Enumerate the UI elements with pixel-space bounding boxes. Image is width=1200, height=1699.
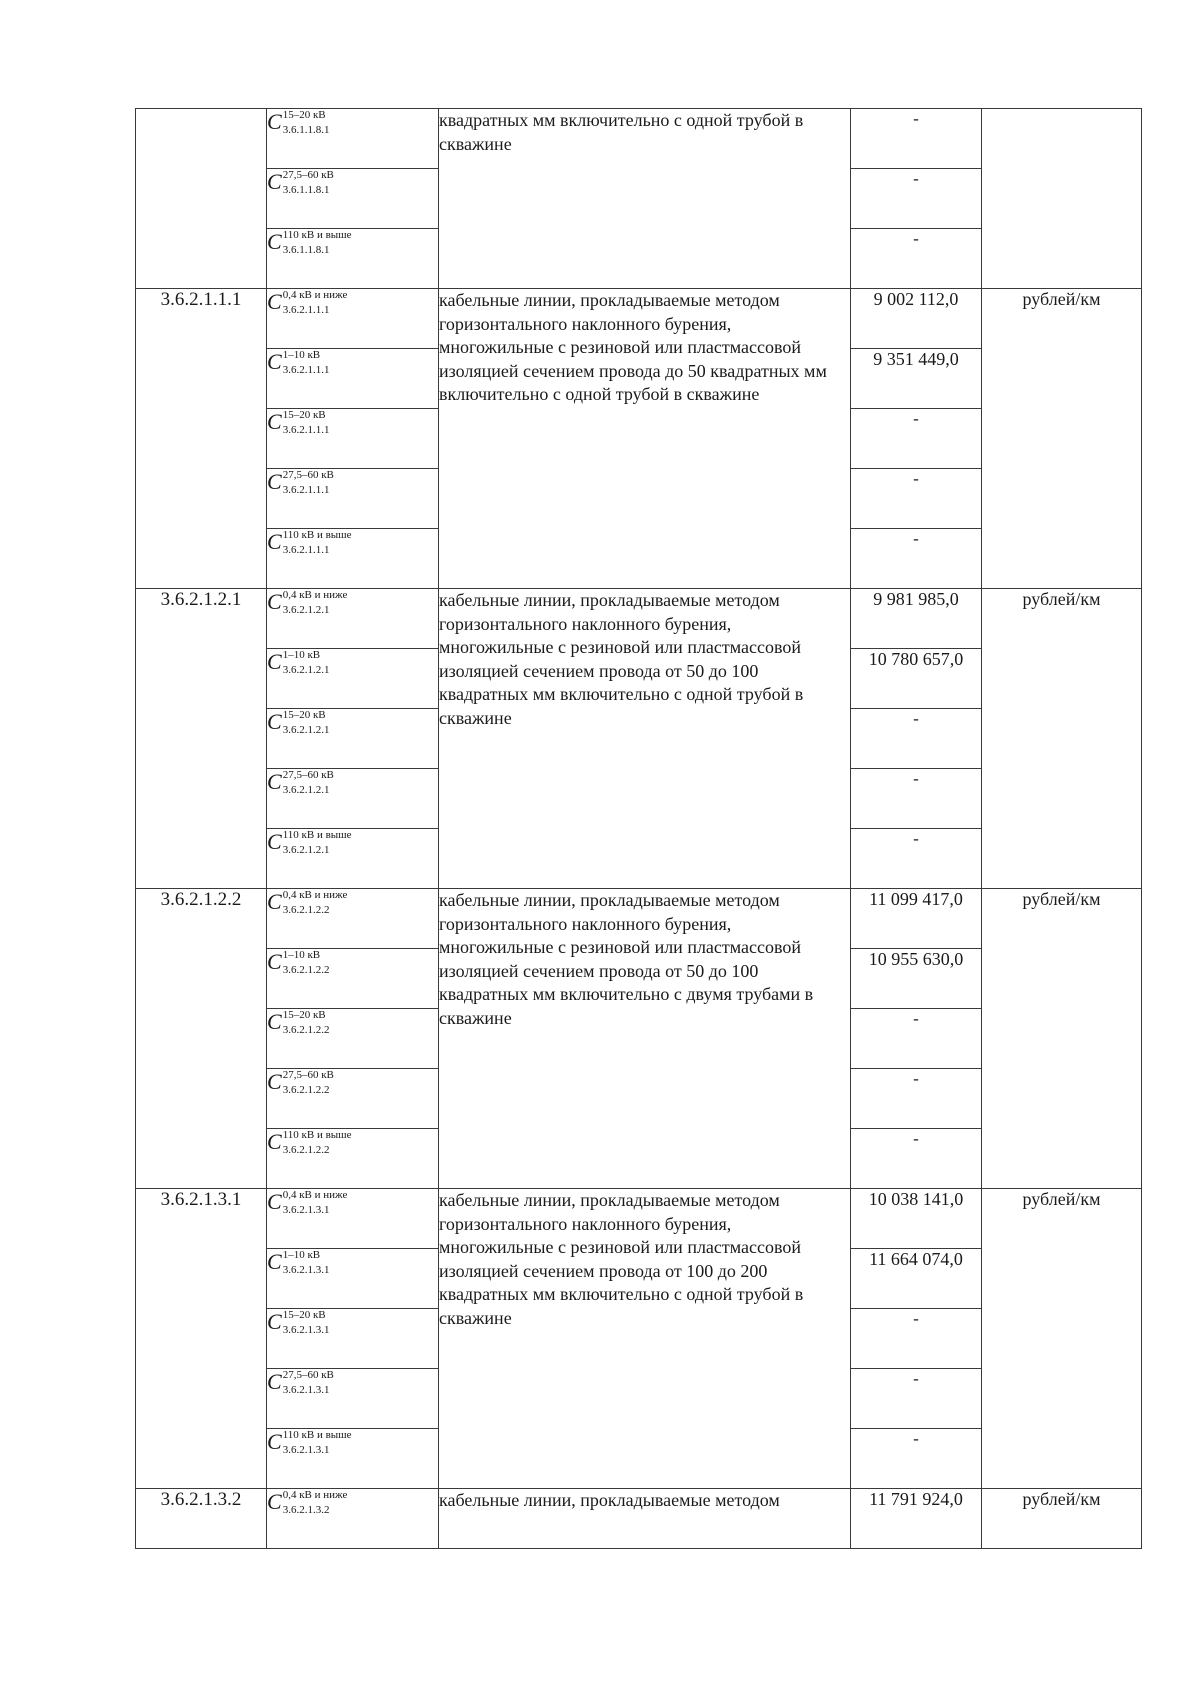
tariff-table-body <box>136 109 1142 1549</box>
unit-of-measure: рублей/км <box>982 1489 1142 1549</box>
rate-symbol <box>267 1009 439 1069</box>
rate-symbol <box>267 109 439 169</box>
rate-symbol <box>267 289 439 349</box>
symbol-letter: C <box>267 229 282 254</box>
index-subscript: 3.6.2.1.2.1 <box>282 724 330 736</box>
rate-value: - <box>851 229 982 289</box>
rate-value: - <box>851 1429 982 1489</box>
rate-symbol <box>267 589 439 649</box>
unit-of-measure: рублей/км <box>982 589 1142 889</box>
voltage-superscript: 110 кВ и выше <box>282 1429 352 1441</box>
symbol-letter: C <box>267 409 282 434</box>
item-description: кабельные линии, прокладываемые методом <box>439 1489 851 1549</box>
voltage-superscript: 15–20 кВ <box>282 1009 326 1021</box>
rate-value: 9 981 985,0 <box>851 589 982 649</box>
item-code: 3.6.2.1.1.1 <box>136 289 267 589</box>
item-description: кабельные линии, прокладываемые методом горизонтального наклонного бурения, многожильные с резиновой или пластмассовой изоляцией сечением провода до 50 квадратных мм включительно с одной трубой в скважине <box>439 289 851 589</box>
symbol-letter: C <box>267 529 282 554</box>
index-subscript: 3.6.2.1.1.1 <box>282 364 330 376</box>
rate-symbol <box>267 889 439 949</box>
rate-value: - <box>851 1129 982 1189</box>
table-row <box>136 889 1142 949</box>
unit-of-measure: рублей/км <box>982 1189 1142 1489</box>
rate-symbol <box>267 1489 439 1549</box>
symbol-letter: C <box>267 169 282 194</box>
index-subscript: 3.6.1.1.8.1 <box>282 244 330 256</box>
symbol-letter: C <box>267 589 282 614</box>
rate-symbol <box>267 349 439 409</box>
voltage-superscript: 15–20 кВ <box>282 709 326 721</box>
symbol-letter: C <box>267 889 282 914</box>
symbol-letter: C <box>267 1129 282 1154</box>
rate-symbol <box>267 1249 439 1309</box>
unit-of-measure <box>982 109 1142 289</box>
rate-value: 10 780 657,0 <box>851 649 982 709</box>
rate-symbol-formula <box>267 109 329 136</box>
symbol-letter: C <box>267 949 282 974</box>
voltage-superscript: 1–10 кВ <box>282 949 321 961</box>
rate-value: - <box>851 1309 982 1369</box>
symbol-letter: C <box>267 829 282 854</box>
item-description: кабельные линии, прокладываемые методом горизонтального наклонного бурения, многожильные с резиновой или пластмассовой изоляцией сечением провода от 50 до 100 квадратных мм включительно с двумя трубами в скважине <box>439 889 851 1189</box>
voltage-superscript: 27,5–60 кВ <box>282 1369 334 1381</box>
tariff-table <box>135 108 1142 1549</box>
voltage-superscript: 1–10 кВ <box>282 649 321 661</box>
rate-value: - <box>851 109 982 169</box>
voltage-superscript: 15–20 кВ <box>282 1309 326 1321</box>
rate-value: 10 038 141,0 <box>851 1189 982 1249</box>
rate-symbol-formula <box>267 649 329 676</box>
item-code: 3.6.2.1.3.1 <box>136 1189 267 1489</box>
rate-value: - <box>851 1369 982 1429</box>
rate-value: 9 002 112,0 <box>851 289 982 349</box>
voltage-superscript: 27,5–60 кВ <box>282 169 334 181</box>
voltage-superscript: 110 кВ и выше <box>282 829 352 841</box>
rate-value: - <box>851 1009 982 1069</box>
rate-symbol <box>267 1129 439 1189</box>
symbol-letter: C <box>267 1009 282 1034</box>
voltage-superscript: 1–10 кВ <box>282 349 321 361</box>
voltage-superscript: 0,4 кВ и ниже <box>282 1489 348 1501</box>
rate-symbol-formula <box>267 1369 334 1396</box>
rate-symbol-formula <box>267 1309 329 1336</box>
symbol-letter: C <box>267 1249 282 1274</box>
index-subscript: 3.6.2.1.2.2 <box>282 1144 330 1156</box>
rate-symbol <box>267 1189 439 1249</box>
rate-symbol <box>267 1429 439 1489</box>
rate-value: 9 351 449,0 <box>851 349 982 409</box>
item-code: 3.6.2.1.2.1 <box>136 589 267 889</box>
symbol-letter: C <box>267 1309 282 1334</box>
symbol-letter: C <box>267 1369 282 1394</box>
voltage-superscript: 27,5–60 кВ <box>282 1069 334 1081</box>
symbol-letter: C <box>267 1429 282 1454</box>
index-subscript: 3.6.2.1.3.1 <box>282 1384 330 1396</box>
index-subscript: 3.6.2.1.2.1 <box>282 604 330 616</box>
rate-symbol <box>267 1309 439 1369</box>
symbol-letter: C <box>267 1489 282 1514</box>
rate-value: - <box>851 829 982 889</box>
rate-value: - <box>851 469 982 529</box>
symbol-letter: C <box>267 109 282 134</box>
rate-symbol-formula <box>267 169 334 196</box>
symbol-letter: C <box>267 289 282 314</box>
symbol-letter: C <box>267 349 282 374</box>
rate-symbol-formula <box>267 709 329 736</box>
rate-value: - <box>851 529 982 589</box>
voltage-superscript: 27,5–60 кВ <box>282 769 334 781</box>
rate-value: 11 791 924,0 <box>851 1489 982 1549</box>
table-row <box>136 589 1142 649</box>
voltage-superscript: 15–20 кВ <box>282 109 326 121</box>
item-description: кабельные линии, прокладываемые методом горизонтального наклонного бурения, многожильные с резиновой или пластмассовой изоляцией сечением провода от 50 до 100 квадратных мм включительно с одной трубой в скважине <box>439 589 851 889</box>
rate-symbol-formula <box>267 1429 352 1456</box>
rate-symbol <box>267 709 439 769</box>
index-subscript: 3.6.2.1.2.2 <box>282 1084 330 1096</box>
index-subscript: 3.6.2.1.2.1 <box>282 664 330 676</box>
rate-symbol <box>267 649 439 709</box>
rate-symbol-formula <box>267 829 352 856</box>
voltage-superscript: 110 кВ и выше <box>282 229 352 241</box>
rate-symbol <box>267 1369 439 1429</box>
rate-symbol-formula <box>267 1069 334 1096</box>
index-subscript: 3.6.2.1.1.1 <box>282 424 330 436</box>
rate-symbol-formula <box>267 1009 329 1036</box>
voltage-superscript: 0,4 кВ и ниже <box>282 889 348 901</box>
rate-symbol <box>267 469 439 529</box>
rate-symbol <box>267 169 439 229</box>
index-subscript: 3.6.2.1.1.1 <box>282 544 330 556</box>
index-subscript: 3.6.2.1.3.1 <box>282 1204 330 1216</box>
voltage-superscript: 110 кВ и выше <box>282 529 352 541</box>
rate-value: - <box>851 709 982 769</box>
item-code <box>136 109 267 289</box>
symbol-letter: C <box>267 769 282 794</box>
voltage-superscript: 0,4 кВ и ниже <box>282 589 348 601</box>
rate-value: 11 664 074,0 <box>851 1249 982 1309</box>
rate-symbol-formula <box>267 949 329 976</box>
symbol-letter: C <box>267 709 282 734</box>
voltage-superscript: 15–20 кВ <box>282 409 326 421</box>
rate-symbol <box>267 769 439 829</box>
symbol-letter: C <box>267 1069 282 1094</box>
item-description: кабельные линии, прокладываемые методом горизонтального наклонного бурения, многожильные с резиновой или пластмассовой изоляцией сечением провода от 100 до 200 квадратных мм включительно с одной трубой в скважине <box>439 1189 851 1489</box>
rate-value: - <box>851 169 982 229</box>
table-row <box>136 289 1142 349</box>
rate-symbol-formula <box>267 589 347 616</box>
voltage-superscript: 110 кВ и выше <box>282 1129 352 1141</box>
rate-symbol-formula <box>267 1129 352 1156</box>
item-code: 3.6.2.1.2.2 <box>136 889 267 1189</box>
index-subscript: 3.6.2.1.1.1 <box>282 484 330 496</box>
voltage-superscript: 0,4 кВ и ниже <box>282 1189 348 1201</box>
table-row <box>136 109 1142 169</box>
rate-symbol <box>267 229 439 289</box>
table-row <box>136 1489 1142 1549</box>
index-subscript: 3.6.2.1.3.1 <box>282 1444 330 1456</box>
rate-symbol-formula <box>267 1489 347 1516</box>
unit-of-measure: рублей/км <box>982 289 1142 589</box>
index-subscript: 3.6.2.1.1.1 <box>282 304 330 316</box>
rate-symbol-formula <box>267 289 347 316</box>
index-subscript: 3.6.2.1.3.1 <box>282 1324 330 1336</box>
rate-value: - <box>851 1069 982 1129</box>
rate-symbol <box>267 529 439 589</box>
rate-symbol-formula <box>267 409 329 436</box>
symbol-letter: C <box>267 1189 282 1214</box>
voltage-superscript: 27,5–60 кВ <box>282 469 334 481</box>
index-subscript: 3.6.1.1.8.1 <box>282 124 330 136</box>
index-subscript: 3.6.2.1.2.1 <box>282 844 330 856</box>
index-subscript: 3.6.2.1.2.2 <box>282 1024 330 1036</box>
rate-symbol-formula <box>267 769 334 796</box>
rate-value: - <box>851 769 982 829</box>
rate-symbol <box>267 1069 439 1129</box>
rate-symbol-formula <box>267 889 347 916</box>
symbol-letter: C <box>267 469 282 494</box>
rate-value: 10 955 630,0 <box>851 949 982 1009</box>
rate-symbol-formula <box>267 469 334 496</box>
unit-of-measure: рублей/км <box>982 889 1142 1189</box>
index-subscript: 3.6.2.1.3.2 <box>282 1504 330 1516</box>
table-row <box>136 1189 1142 1249</box>
index-subscript: 3.6.2.1.2.2 <box>282 964 330 976</box>
rate-value: - <box>851 409 982 469</box>
index-subscript: 3.6.2.1.2.1 <box>282 784 330 796</box>
rate-symbol-formula <box>267 529 352 556</box>
voltage-superscript: 0,4 кВ и ниже <box>282 289 348 301</box>
rate-symbol <box>267 409 439 469</box>
rate-symbol-formula <box>267 229 352 256</box>
rate-symbol <box>267 829 439 889</box>
rate-symbol <box>267 949 439 1009</box>
rate-value: 11 099 417,0 <box>851 889 982 949</box>
rate-symbol-formula <box>267 349 329 376</box>
index-subscript: 3.6.2.1.2.2 <box>282 904 330 916</box>
index-subscript: 3.6.2.1.3.1 <box>282 1264 330 1276</box>
item-description: квадратных мм включительно с одной трубой в скважине <box>439 109 851 289</box>
voltage-superscript: 1–10 кВ <box>282 1249 321 1261</box>
rate-symbol-formula <box>267 1249 329 1276</box>
symbol-letter: C <box>267 649 282 674</box>
index-subscript: 3.6.1.1.8.1 <box>282 184 330 196</box>
item-code: 3.6.2.1.3.2 <box>136 1489 267 1549</box>
rate-symbol-formula <box>267 1189 347 1216</box>
